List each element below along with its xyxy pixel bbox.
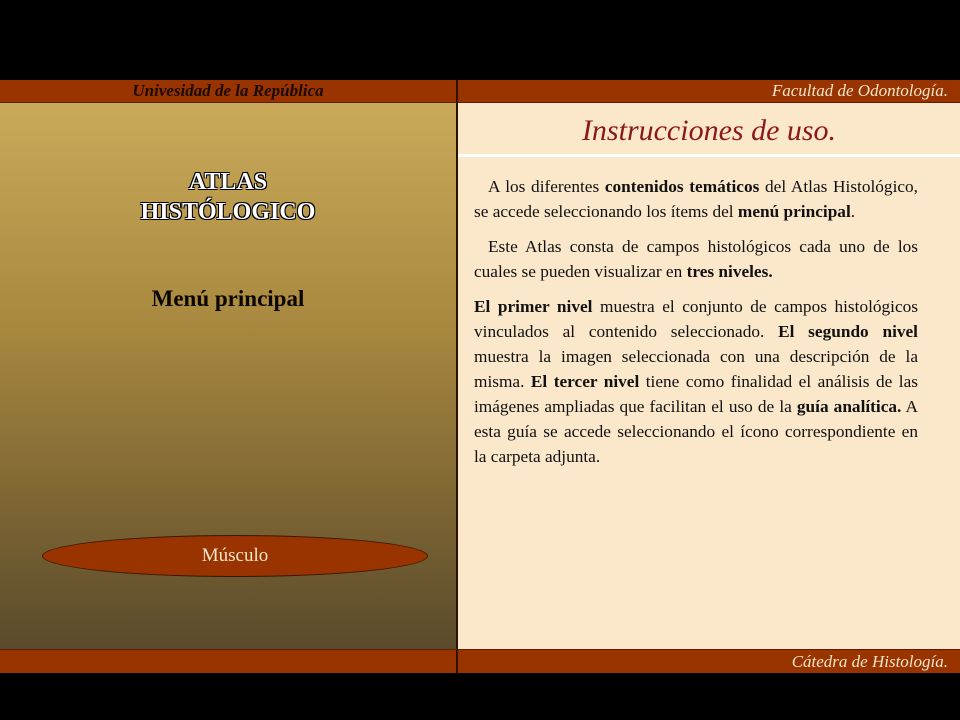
page-title: Instrucciones de uso. <box>581 114 837 147</box>
musculo-button[interactable]: Músculo <box>42 535 428 577</box>
paragraph-1 <box>474 174 918 224</box>
p1-text-a: A los diferentes <box>488 177 605 196</box>
p3-bold-a: El primer nivel <box>474 297 593 316</box>
paragraph-2 <box>474 234 918 284</box>
p1-text-e: . <box>850 202 856 221</box>
p3-text-f: tiene como finalidad el análisis de las imágenes ampliadas que facilitan el uso de la <box>474 372 918 416</box>
p3-text-h: A esta guía se accede seleccionando el ícono correspondiente en la carpeta adjunta. <box>474 397 918 466</box>
atlas-title-line2: HISTÓLOGICO <box>140 199 316 225</box>
p2-text-a: Este Atlas consta de campos histológicos cada uno de los cuales se pueden visualizar en <box>474 237 918 281</box>
p3-bold-e: El tercer nivel <box>530 372 640 391</box>
paragraph-3 <box>474 294 918 469</box>
sidebar-panel <box>0 103 456 649</box>
slide-frame <box>0 80 960 672</box>
p3-bold-g: guía analítica. <box>796 397 902 416</box>
title-underline <box>458 154 960 157</box>
p2-bold-b: tres niveles. <box>686 262 773 281</box>
p1-bold-d: menú principal <box>737 202 851 221</box>
atlas-title-line1: ATLAS <box>188 169 268 195</box>
menu-title: Menú principal <box>151 286 305 311</box>
university-name: Univesidad de la República <box>132 81 324 100</box>
p3-bold-c: El segundo nivel <box>778 322 918 341</box>
p1-bold-b: contenidos temáticos <box>604 177 760 196</box>
footer-bar <box>0 649 960 673</box>
p1-text-c: del Atlas Histológico, se accede seleccionando los ítems del <box>474 177 918 221</box>
p3-text-d: muestra la imagen seleccionada con una descripción de la misma. <box>474 347 918 391</box>
faculty-name: Facultad de Odontología. <box>771 81 948 100</box>
instructions-text <box>474 174 918 479</box>
department-name: Cátedra de Histología. <box>791 652 948 671</box>
atlas-title <box>0 167 456 227</box>
header-bar <box>0 80 960 103</box>
p3-text-b: muestra el conjunto de campos histológicos vinculados al contenido seleccionado. <box>474 297 919 341</box>
